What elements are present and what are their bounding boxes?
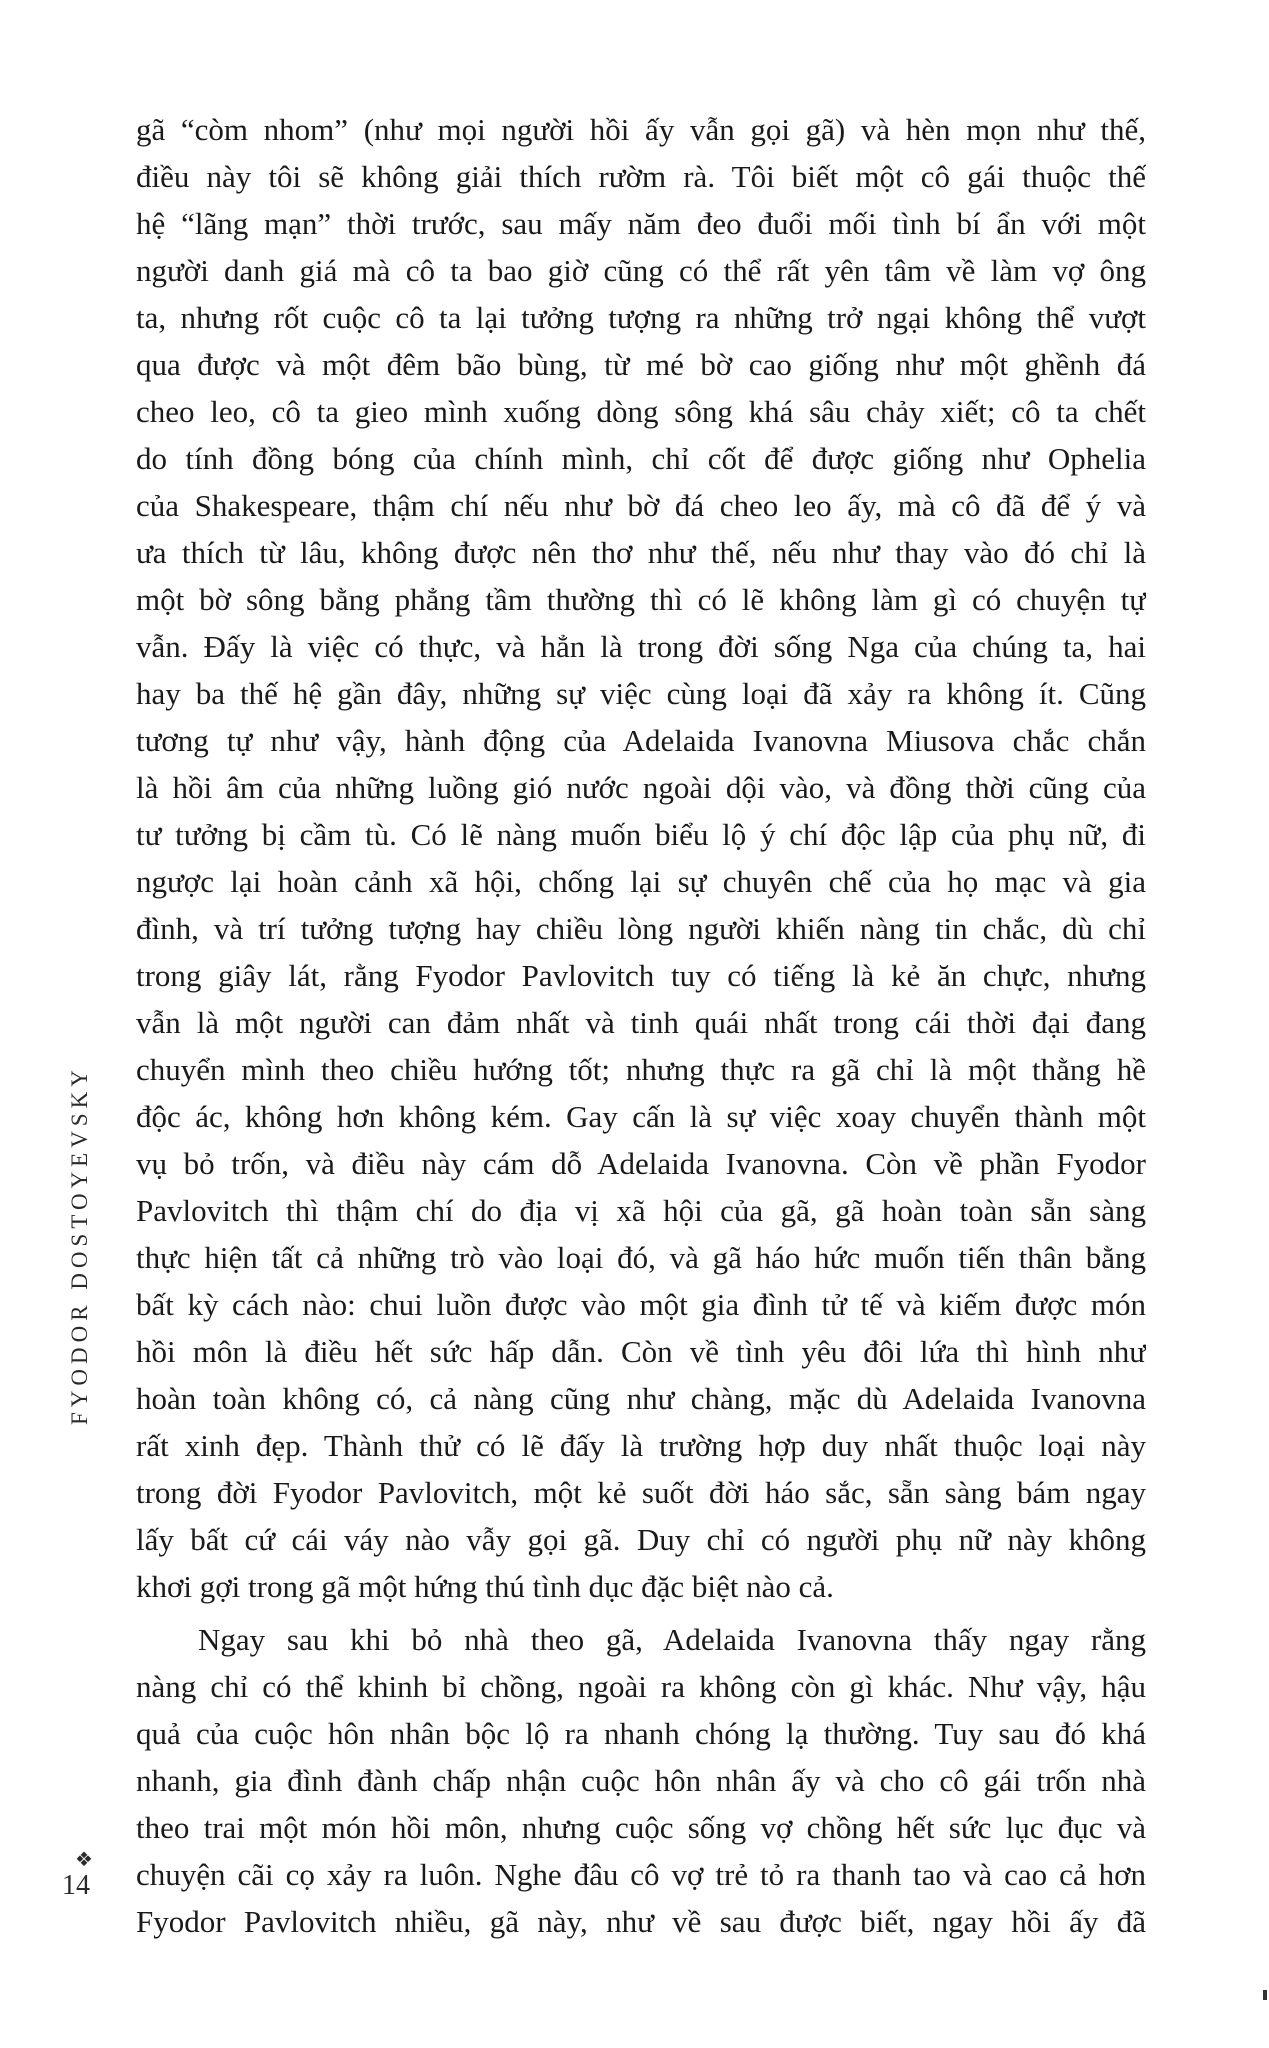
text-line: hay ba thế hệ gần đây, những sự việc cùng loại đã xảy ra không ít. Cũng (136, 676, 1146, 711)
text-line: Pavlovitch thì thậm chí do địa vị xã hội của gã, gã hoàn toàn sẵn sàng (136, 1193, 1146, 1228)
running-head-author: FYODOR DOSTOYEVSKY (67, 1065, 92, 1425)
text-line: điều này tôi sẽ không giải thích rườm rà. Tôi biết một cô gái thuộc thế (136, 159, 1146, 194)
text-line: ta, nhưng rốt cuộc cô ta lại tưởng tượng ra những trở ngại không thể vượt (136, 300, 1146, 335)
text-line: Fyodor Pavlovitch nhiều, gã này, như về sau được biết, ngay hồi ấy đã (136, 1904, 1146, 1939)
text-line: là hồi âm của những luồng gió nước ngoài dội vào, và đồng thời cũng của (136, 770, 1146, 805)
text-line: cheo leo, cô ta gieo mình xuống dòng sông khá sâu chảy xiết; cô ta chết (136, 394, 1146, 429)
text-line: ưa thích từ lâu, không được nên thơ như thế, nếu như thay vào đó chỉ là (136, 535, 1146, 570)
text-line: chuyện cãi cọ xảy ra luôn. Nghe đâu cô vợ trẻ tỏ ra thanh tao và cao cả hơn (136, 1857, 1146, 1892)
text-line: vẫn. Đấy là việc có thực, và hẳn là trong đời sống Nga của chúng ta, hai (136, 629, 1146, 664)
text-line: hệ “lãng mạn” thời trước, sau mấy năm đeo đuổi mối tình bí ẩn với một (136, 206, 1146, 241)
text-line: hoàn toàn không có, cả nàng cũng như chàng, mặc dù Adelaida Ivanovna (136, 1381, 1146, 1416)
page-number: 14 (62, 1870, 90, 1901)
text-line: ngược lại hoàn cảnh xã hội, chống lại sự chuyên chế của họ mạc và gia (136, 864, 1146, 899)
text-line: qua được và một đêm bão bùng, từ mé bờ cao giống như một ghềnh đá (136, 347, 1146, 382)
text-line: nhanh, gia đình đành chấp nhận cuộc hôn nhân ấy và cho cô gái trốn nhà (136, 1763, 1146, 1798)
text-line: thực hiện tất cả những trò vào loại đó, và gã háo hức muốn tiến thân bằng (136, 1240, 1146, 1275)
text-line: lấy bất cứ cái váy nào vẫy gọi gã. Duy chỉ có người phụ nữ này không (136, 1522, 1146, 1557)
text-line: Ngay sau khi bỏ nhà theo gã, Adelaida Ivanovna thấy ngay rằng (198, 1622, 1146, 1657)
paragraph-1 (136, 106, 1146, 1610)
text-line: rất xinh đẹp. Thành thử có lẽ đấy là trường hợp duy nhất thuộc loại này (136, 1428, 1146, 1463)
text-line: khơi gợi trong gã một hứng thú tình dục đặc biệt nào cả. (136, 1569, 834, 1604)
text-line: trong giây lát, rằng Fyodor Pavlovitch tuy có tiếng là kẻ ăn chực, nhưng (136, 958, 1146, 993)
text-line: nàng chỉ có thể khinh bỉ chồng, ngoài ra không còn gì khác. Như vậy, hậu (136, 1669, 1146, 1704)
text-line: của Shakespeare, thậm chí nếu như bờ đá cheo leo ấy, mà cô đã để ý và (136, 488, 1146, 523)
text-line: hồi môn là điều hết sức hấp dẫn. Còn về tình yêu đôi lứa thì hình như (136, 1334, 1146, 1369)
text-line: trong đời Fyodor Pavlovitch, một kẻ suốt đời háo sắc, sẵn sàng bám ngay (136, 1475, 1146, 1510)
paragraph-2 (136, 1616, 1146, 1945)
text-line: vẫn là một người can đảm nhất và tinh quái nhất trong cái thời đại đang (136, 1005, 1146, 1040)
text-line: do tính đồng bóng của chính mình, chỉ cốt để được giống như Ophelia (136, 441, 1146, 476)
body-text (136, 106, 1146, 1945)
ornament-icon: ❖ (75, 1849, 93, 1871)
text-line: độc ác, không hơn không kém. Gay cấn là sự việc xoay chuyển thành một (136, 1099, 1146, 1134)
text-line: người danh giá mà cô ta bao giờ cũng có thể rất yên tâm về làm vợ ông (136, 253, 1146, 288)
text-line: quả của cuộc hôn nhân bộc lộ ra nhanh chóng lạ thường. Tuy sau đó khá (136, 1716, 1146, 1751)
text-line: vụ bỏ trốn, và điều này cám dỗ Adelaida Ivanovna. Còn về phần Fyodor (136, 1146, 1146, 1181)
text-line: bất kỳ cách nào: chui luồn được vào một gia đình tử tế và kiếm được món (136, 1287, 1146, 1322)
text-line: chuyển mình theo chiều hướng tốt; nhưng thực ra gã chỉ là một thằng hề (136, 1052, 1146, 1087)
text-line: tương tự như vậy, hành động của Adelaida Ivanovna Miusova chắc chắn (136, 723, 1146, 758)
scan-mark (1263, 1990, 1267, 2000)
text-line: gã “còm nhom” (như mọi người hồi ấy vẫn gọi gã) và hèn mọn như thế, (136, 112, 1146, 147)
text-line: đình, và trí tưởng tượng hay chiều lòng người khiến nàng tin chắc, dù chỉ (136, 911, 1146, 946)
text-line: tư tưởng bị cầm tù. Có lẽ nàng muốn biểu lộ ý chí độc lập của phụ nữ, đi (136, 817, 1146, 852)
text-line: theo trai một món hồi môn, nhưng cuộc sống vợ chồng hết sức lục đục và (136, 1810, 1146, 1845)
text-line: một bờ sông bằng phẳng tầm thường thì có lẽ không làm gì có chuyện tự (136, 582, 1146, 617)
